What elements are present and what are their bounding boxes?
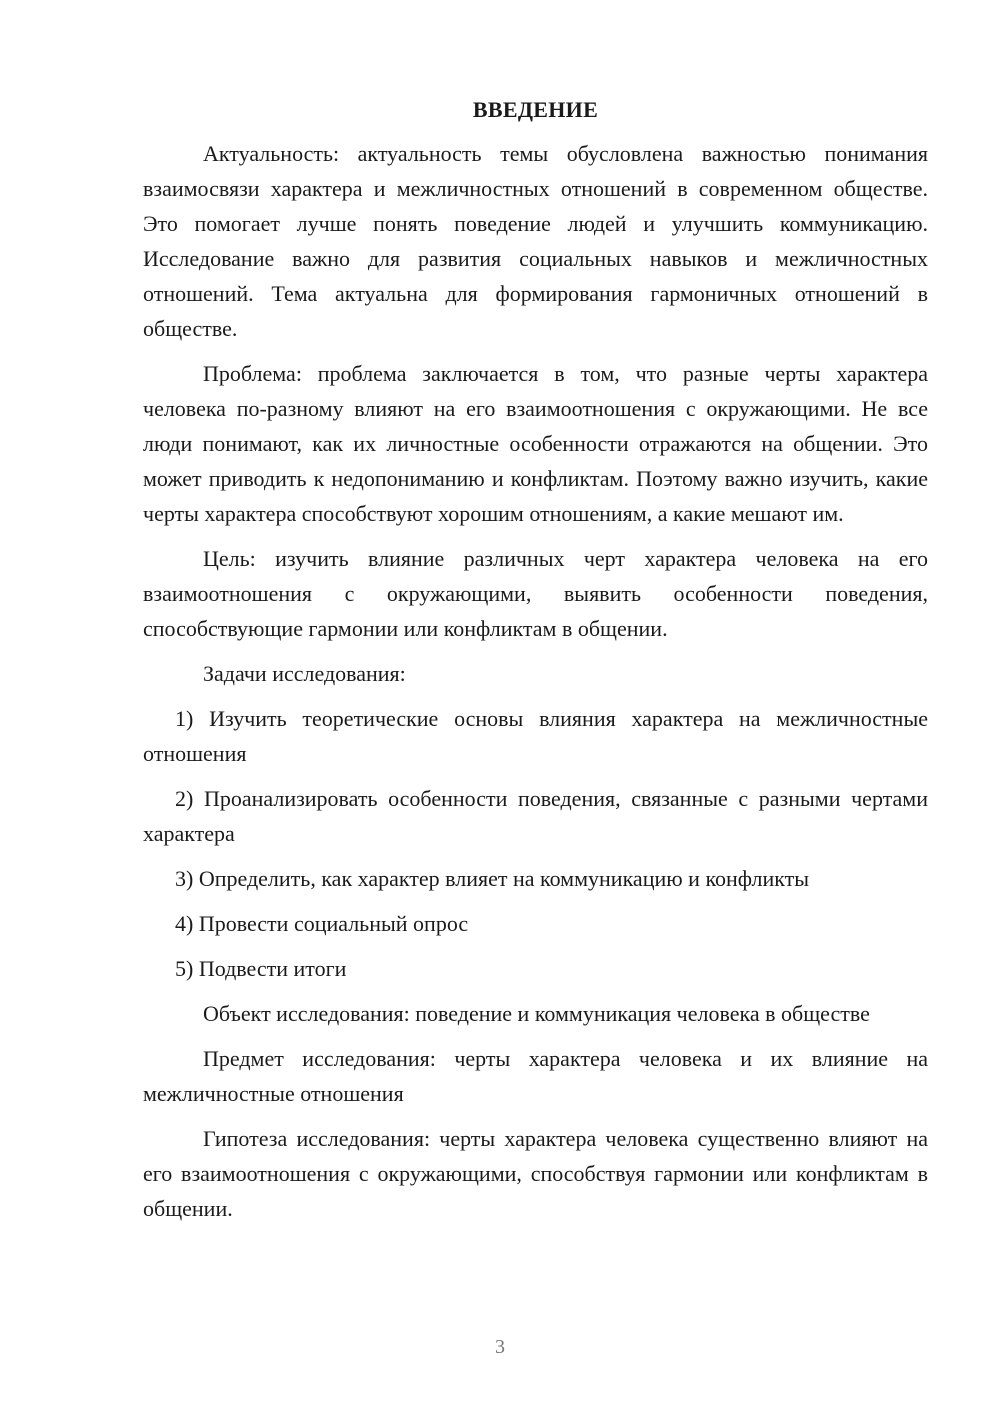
task-item-1: 1) Изучить теоретические основы влияния характера на межличностные отношения (143, 706, 928, 766)
document-page (143, 92, 928, 1236)
hypothesis-paragraph: Гипотеза исследования: черты характера человека существенно влияют на его взаимоотношения с окружающими, способствуя гармонии или конфликтам в общении. (143, 1126, 928, 1221)
problem-paragraph: Проблема: проблема заключается в том, что разные черты характера человека по-разному влияют на его взаимоотношения с окружающими. Не все люди понимают, как их личностные особенности отражаются на общении. Это может приводить к недопониманию и конфликтам. Поэтому важно изучить, какие черты характера способствуют хорошим отношениям, а какие мешают им. (143, 361, 928, 526)
task-item-2: 2) Проанализировать особенности поведения, связанные с разными чертами характера (143, 786, 928, 846)
relevance-paragraph: Актуальность: актуальность темы обусловлена важностью понимания взаимосвязи характера и межличностных отношений в современном обществе. Это помогает лучше понять поведение людей и улучшить коммуникацию. Исследование важно для развития социальных навыков и межличностных отношений. Тема актуальна для формирования гармоничных отношений в обществе. (143, 141, 928, 341)
object-paragraph: Объект исследования: поведение и коммуникация человека в обществе (203, 1001, 870, 1026)
task-item-5: 5) Подвести итоги (175, 956, 347, 981)
task-item-4: 4) Провести социальный опрос (175, 911, 469, 936)
goal-paragraph: Цель: изучить влияние различных черт характера человека на его взаимоотношения с окружающими, выявить особенности поведения, способствующие гармонии или конфликтам в общении. (143, 546, 928, 641)
page-number: 3 (495, 1336, 505, 1358)
section-heading: ВВЕДЕНИЕ (472, 97, 599, 122)
task-item-3: 3) Определить, как характер влияет на коммуникацию и конфликты (175, 866, 810, 891)
subject-paragraph: Предмет исследования: черты характера человека и их влияние на межличностные отношения (143, 1046, 928, 1106)
tasks-title: Задачи исследования: (203, 661, 406, 686)
